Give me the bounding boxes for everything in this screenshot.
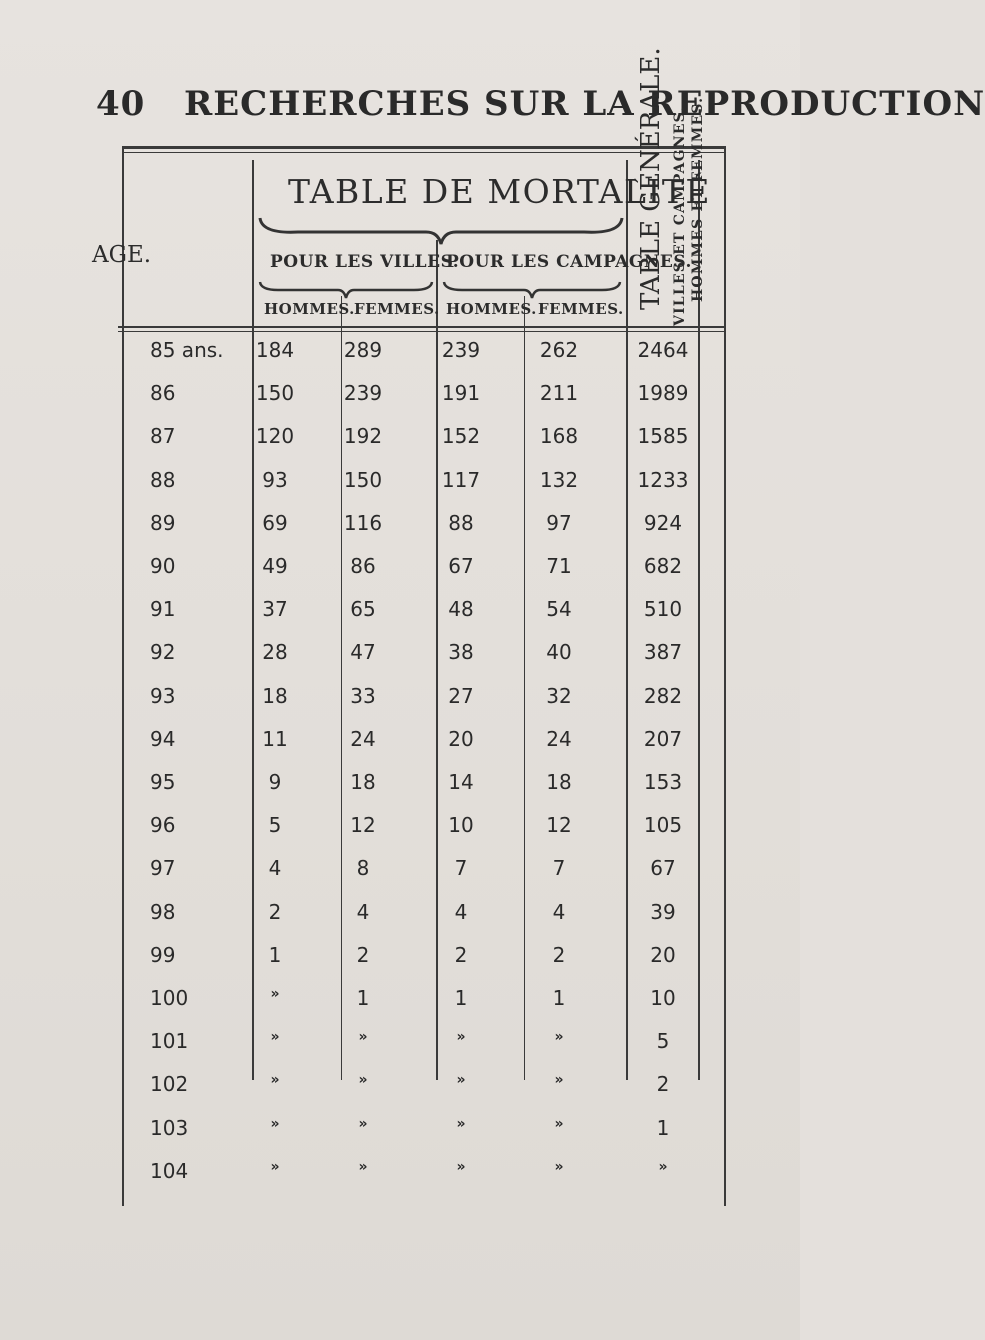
col-header-campagnes-femmes: FEMMES.: [538, 300, 624, 318]
cell-campagnes-femmes: 4: [552, 900, 566, 924]
cell-villes-femmes: 2: [356, 943, 370, 967]
header-bottom-rule-thin: [118, 331, 724, 332]
page-number: 40: [96, 84, 146, 124]
cell-general: 10: [650, 986, 676, 1010]
cell-campagnes-femmes: 1: [552, 986, 566, 1010]
cell-campagnes-femmes: 12: [546, 813, 572, 837]
cell-villes-hommes: 9: [268, 770, 282, 794]
cell-campagnes-hommes: »: [456, 1029, 466, 1045]
cell-villes-femmes: 116: [343, 511, 383, 535]
age-column-header: AGE.: [92, 242, 152, 268]
cell-villes-femmes: 86: [350, 554, 376, 578]
cell-campagnes-femmes: 18: [546, 770, 572, 794]
col-header-villes-femmes: FEMMES.: [354, 300, 440, 318]
cell-age: 98: [150, 900, 176, 924]
cell-age: 90: [150, 554, 176, 578]
cell-general: 5: [656, 1029, 670, 1053]
cell-campagnes-femmes: 32: [546, 684, 572, 708]
running-title: RECHERCHES SUR LA REPRODUCTION: [184, 84, 985, 124]
cell-campagnes-femmes: 40: [546, 640, 572, 664]
cell-villes-hommes: »: [270, 1029, 280, 1045]
cell-general: 282: [643, 684, 683, 708]
cell-villes-hommes: »: [270, 1116, 280, 1132]
cell-general: 153: [643, 770, 683, 794]
col-header-villes-hommes: HOMMES.: [264, 300, 355, 318]
cell-villes-femmes: »: [358, 1159, 368, 1175]
cell-villes-hommes: 93: [262, 468, 288, 492]
cell-campagnes-femmes: 24: [546, 727, 572, 751]
cell-villes-femmes: 24: [350, 727, 376, 751]
cell-villes-femmes: 47: [350, 640, 376, 664]
cell-general: 387: [643, 640, 683, 664]
cell-campagnes-hommes: 67: [448, 554, 474, 578]
cell-age: 102: [150, 1072, 189, 1096]
cell-campagnes-hommes: »: [456, 1159, 466, 1175]
cell-general: 207: [643, 727, 683, 751]
cell-age: 87: [150, 424, 176, 448]
cell-age: 94: [150, 727, 176, 751]
cell-campagnes-femmes: »: [554, 1116, 564, 1132]
cell-campagnes-femmes: 71: [546, 554, 572, 578]
cell-campagnes-femmes: »: [554, 1159, 564, 1175]
cell-campagnes-hommes: 27: [448, 684, 474, 708]
cell-villes-femmes: 289: [343, 338, 383, 362]
cell-general: 1585: [637, 424, 689, 448]
group-header-villes: POUR LES VILLES.: [270, 252, 460, 272]
cell-villes-femmes: »: [358, 1029, 368, 1045]
cell-general: 1: [656, 1116, 670, 1140]
cell-age: 101: [150, 1029, 189, 1053]
cell-general: »: [658, 1159, 668, 1175]
cell-general: 1233: [637, 468, 689, 492]
cell-general: 105: [643, 813, 683, 837]
cell-villes-femmes: »: [358, 1116, 368, 1132]
cell-campagnes-femmes: 2: [552, 943, 566, 967]
cell-campagnes-femmes: 97: [546, 511, 572, 535]
cell-age: 99: [150, 943, 176, 967]
cell-campagnes-hommes: 152: [441, 424, 481, 448]
cell-age: 97: [150, 856, 176, 880]
cell-campagnes-femmes: »: [554, 1072, 564, 1088]
cell-villes-hommes: 1: [268, 943, 282, 967]
cell-villes-femmes: 192: [343, 424, 383, 448]
cell-villes-hommes: 150: [255, 381, 295, 405]
cell-age: 95: [150, 770, 176, 794]
cell-villes-hommes: 4: [268, 856, 282, 880]
cell-campagnes-femmes: 168: [539, 424, 579, 448]
cell-campagnes-hommes: 20: [448, 727, 474, 751]
cell-campagnes-femmes: »: [554, 1029, 564, 1045]
title-brace: [258, 216, 624, 246]
cell-campagnes-hommes: »: [456, 1072, 466, 1088]
cell-villes-hommes: »: [270, 1159, 280, 1175]
cell-villes-hommes: 69: [262, 511, 288, 535]
cell-general: 67: [650, 856, 676, 880]
cell-campagnes-hommes: 48: [448, 597, 474, 621]
cell-age: 93: [150, 684, 176, 708]
cell-villes-hommes: 49: [262, 554, 288, 578]
cell-campagnes-femmes: 211: [539, 381, 579, 405]
cell-campagnes-femmes: 262: [539, 338, 579, 362]
general-table-title: TABLE GÉNÉRALE.: [636, 47, 666, 310]
cell-age: 100: [150, 986, 189, 1010]
cell-campagnes-hommes: 2: [454, 943, 468, 967]
cell-villes-hommes: 37: [262, 597, 288, 621]
cell-villes-hommes: »: [270, 1072, 280, 1088]
cell-campagnes-hommes: 7: [454, 856, 468, 880]
cell-villes-femmes: 239: [343, 381, 383, 405]
cell-age: 92: [150, 640, 176, 664]
cell-villes-femmes: 12: [350, 813, 376, 837]
cell-campagnes-hommes: 10: [448, 813, 474, 837]
cell-age: 86: [150, 381, 176, 405]
cell-campagnes-hommes: 38: [448, 640, 474, 664]
cell-villes-femmes: 18: [350, 770, 376, 794]
cell-villes-hommes: 120: [255, 424, 295, 448]
cell-campagnes-hommes: 14: [448, 770, 474, 794]
cell-villes-femmes: 4: [356, 900, 370, 924]
cell-campagnes-hommes: 4: [454, 900, 468, 924]
cell-general: 39: [650, 900, 676, 924]
cell-general: 2: [656, 1072, 670, 1096]
right-border: [724, 146, 726, 1206]
cell-villes-femmes: 65: [350, 597, 376, 621]
cell-age: 104: [150, 1159, 189, 1183]
cell-age: 89: [150, 511, 176, 535]
cell-villes-hommes: 11: [262, 727, 288, 751]
cell-campagnes-hommes: 117: [441, 468, 481, 492]
cell-campagnes-hommes: 239: [441, 338, 481, 362]
cell-campagnes-hommes: »: [456, 1116, 466, 1132]
villes-brace: [258, 280, 434, 300]
cell-villes-femmes: 33: [350, 684, 376, 708]
cell-general: 1989: [637, 381, 689, 405]
group-header-campagnes: POUR LES CAMPAGNES.: [446, 252, 692, 272]
cell-villes-hommes: 5: [268, 813, 282, 837]
campagnes-brace: [442, 280, 622, 300]
col-header-campagnes-hommes: HOMMES.: [446, 300, 537, 318]
cell-villes-hommes: »: [270, 986, 280, 1002]
cell-campagnes-femmes: 7: [552, 856, 566, 880]
cell-general: 510: [643, 597, 683, 621]
cell-campagnes-femmes: 54: [546, 597, 572, 621]
general-table-subtitle: VILLES ET CAMPAGNES.: [672, 105, 688, 326]
cell-general: 20: [650, 943, 676, 967]
cell-villes-hommes: 28: [262, 640, 288, 664]
left-border: [122, 146, 124, 1206]
cell-age: 85 ans.: [150, 338, 224, 362]
cell-villes-hommes: 184: [255, 338, 295, 362]
cell-villes-hommes: 2: [268, 900, 282, 924]
cell-general: 924: [643, 511, 683, 535]
header-bottom-rule: [118, 326, 724, 328]
cell-age: 91: [150, 597, 176, 621]
cell-villes-femmes: 8: [356, 856, 370, 880]
cell-campagnes-hommes: 88: [448, 511, 474, 535]
cell-age: 96: [150, 813, 176, 837]
cell-campagnes-femmes: 132: [539, 468, 579, 492]
cell-age: 103: [150, 1116, 189, 1140]
cell-campagnes-hommes: 191: [441, 381, 481, 405]
cell-age: 88: [150, 468, 176, 492]
cell-villes-femmes: »: [358, 1072, 368, 1088]
cell-campagnes-hommes: 1: [454, 986, 468, 1010]
cell-general: 682: [643, 554, 683, 578]
cell-villes-femmes: 150: [343, 468, 383, 492]
cell-villes-femmes: 1: [356, 986, 370, 1010]
cell-villes-hommes: 18: [262, 684, 288, 708]
cell-general: 2464: [637, 338, 689, 362]
general-table-subtitle-2: HOMMES ET FEMMES.: [690, 96, 706, 302]
table-title: TABLE DE MORTALITÉ: [288, 172, 712, 211]
